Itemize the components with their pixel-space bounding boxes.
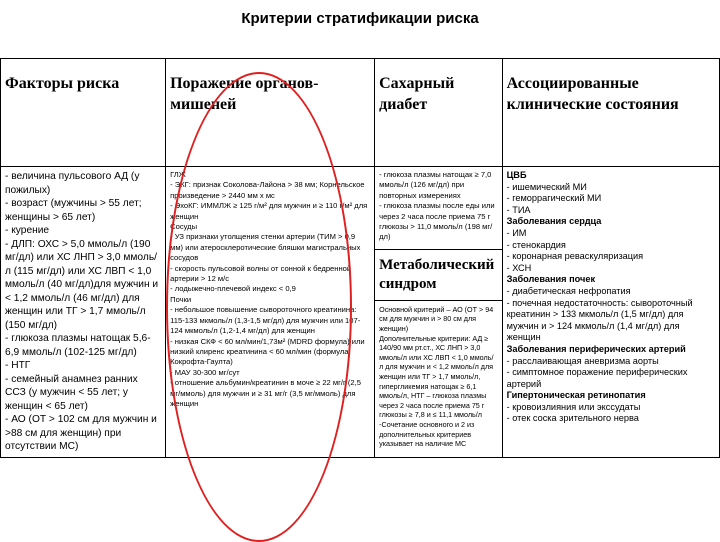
list-item: - ишемический МИ	[506, 181, 587, 192]
header-associated-conditions: Ассоциированные клинические состояния	[502, 59, 719, 167]
list-item: - ИМ	[506, 227, 527, 238]
metabolic-syndrome-title: Метаболический синдром	[375, 249, 501, 301]
list-item: - глюкоза плазмы после еды или через 2 часа после приема 75 г глюкозы > 11,0 ммоль/л (198 мг/дл)	[379, 201, 495, 242]
list-item: Дополнительные критерии: АД ≥ 140/90 мм рт.ст., ХС ЛНП > 3,0 ммоль/л или ХС ЛВП < 1,0 ммоль/л для мужчин и < 1,2 ммоль/л для женщин или ТГ > 1,7 ммоль/л, гипергликемия натощак ≥ 6,1 ммоль/л, НТГ – глюкоза плазмы через 2 часа после приема 75 г глюкозы ≥ 7,8 и ≤ 11,1 ммоль/л	[379, 333, 494, 420]
list-item: ЦВБ	[506, 170, 527, 180]
list-item: - ТИА	[506, 204, 531, 215]
risk-table	[0, 58, 720, 458]
list-item: - лодыжечно-плечевой индекс < 0,9	[170, 284, 296, 294]
header-risk-factors: Факторы риска	[1, 59, 166, 167]
list-item: - курение	[5, 225, 50, 236]
risk-factors-cell	[1, 167, 166, 458]
list-item: - ДЛП: ОХС > 5,0 ммоль/л (190 мг/дл) или ХС ЛНП > 3,0 ммоль/л (115 мг/дл) или ХС ЛВП < 1,0 ммоль/л (40 мг/дл)для мужчин и < 1,2 ммоль/л (46 мг/дл) для женщин или ТГ > 1,7 ммоль/л (150 мг/дл)	[5, 238, 159, 331]
list-item: - отек соска зрительного нерва	[506, 413, 639, 424]
list-item: - геморрагический МИ	[506, 193, 602, 204]
list-item: - почечная недостаточность: сывороточный креатинин > 133 мкмоль/л (1,5 мг/дл) для мужчин и > 124 мкмоль/л (1,4 мг/дл) для женщин	[506, 297, 693, 343]
diabetes-cell	[375, 167, 502, 458]
risk-factors-list	[5, 170, 161, 454]
list-item: - низкая СКФ < 60 мл/мин/1,73м² (MDRD формула) или низкий клиренс креатинина < 60 мл/мин (формула Кокрофта-Гаулта)	[170, 336, 365, 367]
target-organs-cell	[166, 167, 375, 458]
list-item: -Сочетание основного и 2 из дополнительных критериев указывает на наличие МС	[379, 419, 475, 449]
list-item: - ЭхоКГ: ИММЛЖ ≥ 125 г/м² для мужчин и ≥ 110 г/м² для женщин	[170, 201, 368, 221]
associated-conditions-cell	[502, 167, 719, 458]
list-item: - НТГ	[5, 360, 31, 371]
list-item: - глюкоза плазмы натощак 5,6-6,9 ммоль/л (102-125 мг/дл)	[5, 333, 151, 358]
list-item: - диабетическая нефропатия	[506, 285, 631, 296]
list-item: - отношение альбумин/креатинин в моче ≥ 22 мг/г (2,5 мг/ммоль) для мужчин и ≥ 31 мг/г (3,5 мг/ммоль) для женщин	[170, 378, 361, 408]
list-item: - глюкоза плазмы натощак ≥ 7,0 ммоль/л (126 мг/дл) при повторных измерениях	[379, 170, 492, 200]
list-item: - коронарная реваскуляризация	[506, 251, 644, 262]
target-organs-list	[170, 170, 370, 409]
list-item: - ХСН	[506, 262, 532, 273]
list-item: - небольшое повышение сывороточного креатинина: 115-133 мкмоль/л (1,3-1,5 мг/дл) для мужчин или 107-124 мкмоль/л (1,2-1,4 мг/дл) для женщин	[170, 305, 361, 336]
list-item: - симптомное поражение периферических артерий	[506, 367, 688, 389]
list-item: Заболевания почек	[506, 274, 596, 285]
list-item: - величина пульсового АД (у пожилых)	[5, 171, 140, 196]
list-item: Основной критерий – АО (ОТ > 94 см для мужчин и > 80 см для женщин)	[379, 304, 494, 334]
list-item: Гипертоническая ретинопатия	[506, 390, 646, 401]
list-item: - АО (ОТ > 102 см для мужчин и >88 см для женщин) при отсутствии МС)	[5, 414, 157, 452]
header-diabetes: Сахарный диабет	[375, 59, 502, 167]
list-item: - расслаивающая аневризма аорты	[506, 355, 659, 366]
list-item: - семейный анамнез ранних ССЗ (у мужчин < 55 лет; у женщин < 65 лет)	[5, 373, 138, 412]
metabolic-syndrome-list	[379, 305, 497, 449]
list-item: - возраст (мужчины > 55 лет; женщины > 65 лет)	[5, 198, 142, 223]
list-item: - УЗ признаки утолщения стенки артерии (ТИМ > 0,9 мм) или атеросклеротические бляшки магистральных сосудов	[170, 232, 361, 263]
list-item: - кровоизлияния или экссудаты	[506, 401, 641, 412]
list-item: Сосуды	[170, 222, 198, 232]
list-item: - стенокардия	[506, 239, 566, 250]
list-item: - ЭКГ: признак Соколова-Лайона > 38 мм; Корнельское произведение > 2440 мм х мс	[170, 180, 365, 200]
list-item: Заболевания периферических артерий	[506, 343, 686, 354]
associated-conditions-list	[507, 170, 715, 425]
list-item: ГЛЖ	[170, 170, 186, 179]
table-row	[1, 167, 720, 458]
list-item: - скорость пульсовой волны от сонной к бедренной артерии > 12 м/с	[170, 263, 352, 284]
list-item: Заболевания сердца	[506, 216, 602, 227]
diabetes-list	[379, 170, 497, 243]
table-header-row	[1, 59, 720, 167]
list-item: Почки	[170, 294, 192, 304]
list-item: - МАУ 30-300 мг/сут	[170, 367, 240, 377]
header-target-organs: Поражение органов-мишеней	[166, 59, 375, 167]
page-title: Критерии стратификации риска	[241, 10, 479, 27]
